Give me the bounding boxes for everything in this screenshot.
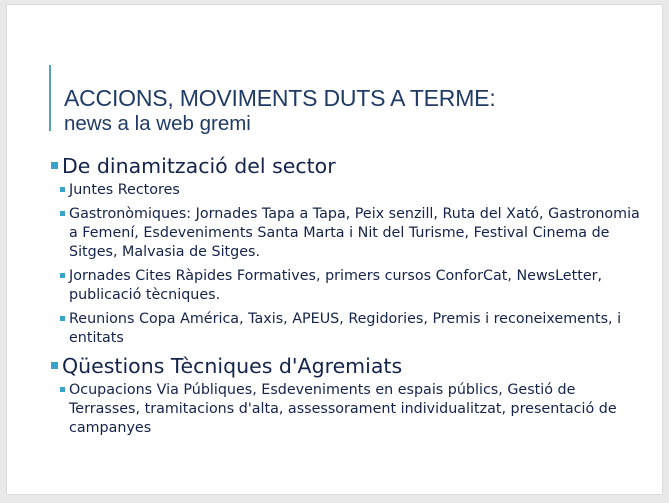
- list-item: [49, 310, 649, 348]
- square-bullet-icon: [51, 362, 58, 369]
- square-bullet-icon: [60, 211, 65, 216]
- list-item-text: Reunions Copa América, Taxis, APEUS, Regidories, Premis i reconeixements, i entitats: [69, 311, 622, 346]
- section-questions-tecniques: [49, 353, 649, 438]
- square-bullet-icon: [60, 387, 65, 392]
- title-line-1: ACCIONS, MOVIMENTS DUTS A TERME:: [64, 85, 496, 111]
- title-line-2: news a la web gremi: [64, 112, 251, 135]
- list-item-text: Juntes Rectores: [69, 182, 180, 198]
- section-heading: [49, 153, 649, 179]
- square-bullet-icon: [60, 273, 65, 278]
- slide-title: [64, 85, 496, 137]
- list-item-text: Ocupacions Via Públiques, Esdeveniments en espais públics, Gestió de Terrasses, tramitacions d'alta, assessorament individualitzat, presentació de campanyes: [69, 382, 617, 436]
- list-item: [49, 267, 649, 305]
- list-item: [49, 205, 649, 262]
- title-accent-bar: [49, 65, 51, 131]
- square-bullet-icon: [60, 187, 65, 192]
- list-item-text: Gastronòmiques: Jornades Tapa a Tapa, Peix senzill, Ruta del Xató, Gastronomia a Femení, Esdeveniments Santa Marta i Nit del Turisme, Festival Cinema de Sitges, Malvasia de Sitges.: [69, 206, 640, 260]
- slide-content: [49, 153, 649, 443]
- section-dinamitzacio: [49, 153, 649, 348]
- list-item: [49, 181, 649, 200]
- section-heading-text: Qüestions Tècniques d'Agremiats: [62, 354, 403, 378]
- square-bullet-icon: [51, 162, 58, 169]
- section-heading: [49, 353, 649, 379]
- slide: [7, 5, 662, 494]
- list-item-text: Jornades Cites Ràpides Formatives, primers cursos ConforCat, NewsLetter, publicació tècniques.: [69, 268, 603, 303]
- square-bullet-icon: [60, 316, 65, 321]
- section-heading-text: De dinamització del sector: [62, 154, 336, 178]
- list-item: [49, 381, 649, 438]
